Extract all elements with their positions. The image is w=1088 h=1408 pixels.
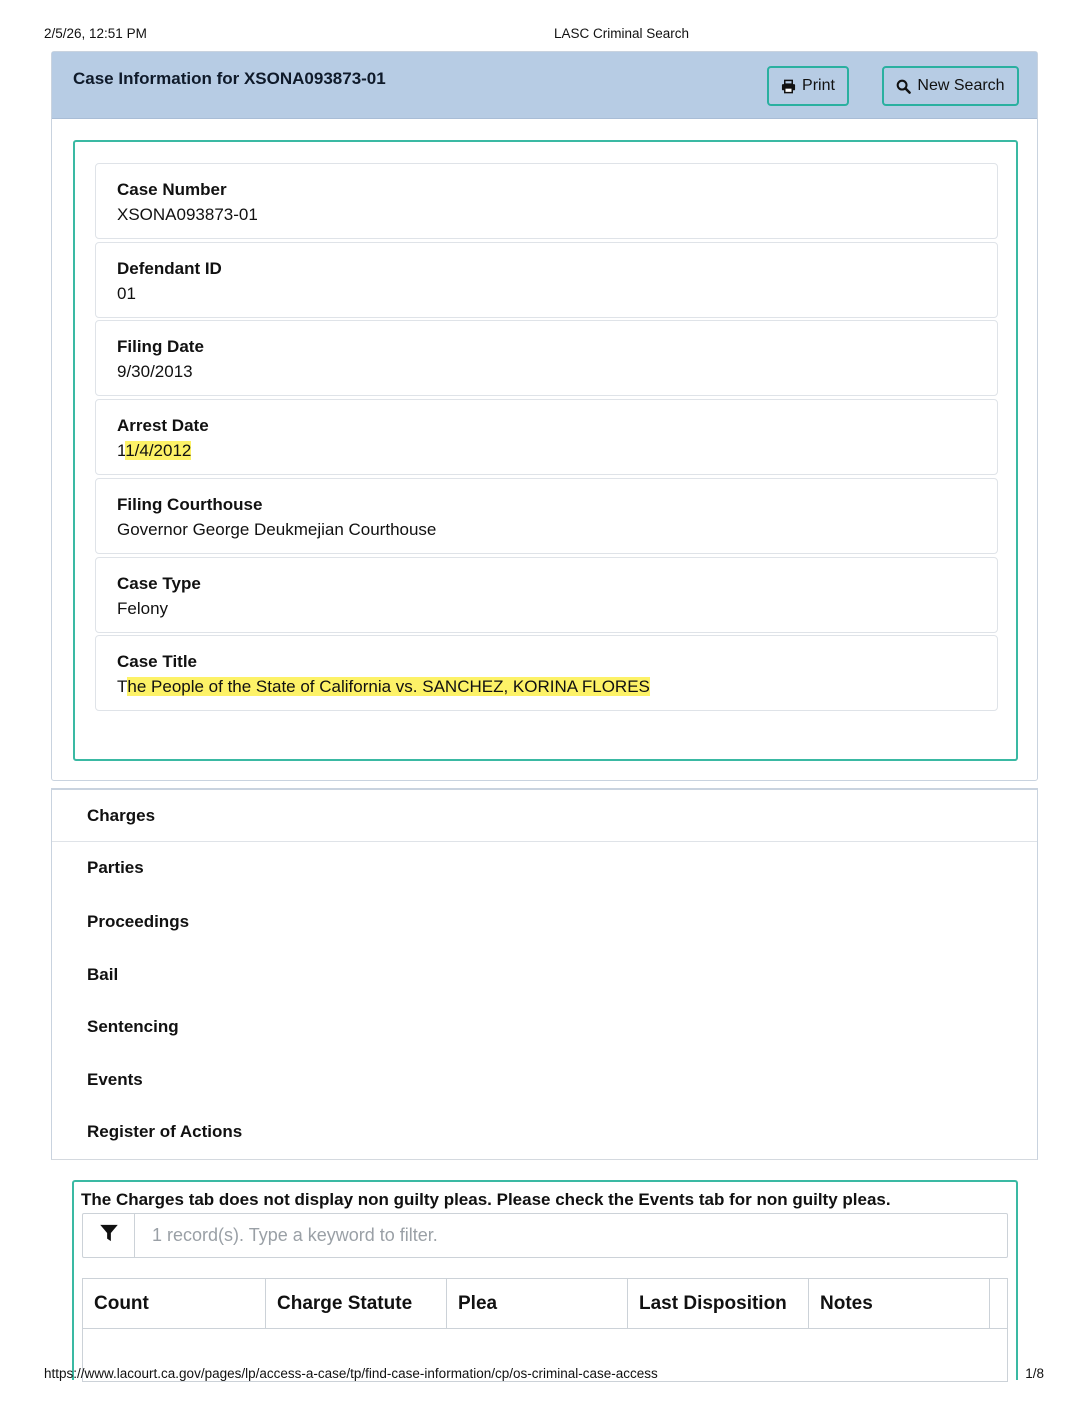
field-label: Filing Courthouse <box>117 495 263 514</box>
field-value: XSONA093873-01 <box>117 205 258 224</box>
highlighted-text: he People of the State of California vs. SANCHEZ, KORINA FLORES <box>127 677 650 696</box>
print-button[interactable] <box>767 66 849 106</box>
column-header-last-disposition[interactable]: Last Disposition <box>628 1279 809 1328</box>
field-value <box>117 441 191 461</box>
filter-bar <box>82 1213 1008 1258</box>
page-number: 1/8 <box>1025 1366 1044 1381</box>
filter-button[interactable] <box>83 1214 135 1257</box>
charges-note: The Charges tab does not display non guilty pleas. Please check the Events tab for non guilty pleas. <box>81 1190 891 1209</box>
field-value: Felony <box>117 599 169 618</box>
print-datetime: 2/5/26, 12:51 PM <box>44 26 147 41</box>
column-header-count[interactable]: Count <box>83 1279 266 1328</box>
new-search-button-label: New Search <box>917 77 1005 94</box>
tab-charges[interactable]: Charges <box>52 790 1037 842</box>
tab-bail[interactable]: Bail <box>87 965 119 984</box>
field-filing-courthouse <box>95 478 998 554</box>
print-page-title: LASC Criminal Search <box>554 26 690 41</box>
tab-sentencing[interactable]: Sentencing <box>87 1017 179 1036</box>
field-value-prefix: 1 <box>117 441 126 460</box>
field-label: Case Title <box>117 652 198 671</box>
field-label: Defendant ID <box>117 259 222 278</box>
tab-parties[interactable]: Parties <box>87 858 144 877</box>
column-header-charge-statute[interactable]: Charge Statute <box>266 1279 447 1328</box>
field-case-type <box>95 557 998 633</box>
tab-proceedings[interactable]: Proceedings <box>87 912 190 931</box>
field-value <box>117 677 650 697</box>
field-case-title <box>95 635 998 711</box>
search-icon <box>896 79 911 94</box>
field-label: Arrest Date <box>117 416 209 435</box>
field-filing-date <box>95 320 998 396</box>
field-value: Governor George Deukmejian Courthouse <box>117 520 437 539</box>
filter-icon <box>99 1223 119 1248</box>
card-title: Case Information for XSONA093873-01 <box>73 69 386 88</box>
highlighted-text: 1/4/2012 <box>125 441 192 460</box>
print-header <box>0 26 1088 44</box>
case-details-panel <box>73 140 1018 761</box>
field-label: Case Type <box>117 574 201 593</box>
table-header <box>83 1279 1007 1329</box>
charges-panel <box>72 1180 1018 1380</box>
field-case-number <box>95 163 998 239</box>
case-information-card <box>51 51 1038 781</box>
filter-input[interactable] <box>136 1214 1006 1257</box>
print-button-label: Print <box>802 77 835 94</box>
field-arrest-date <box>95 399 998 475</box>
tab-register-of-actions[interactable]: Register of Actions <box>87 1122 243 1141</box>
print-url: https://www.lacourt.ca.gov/pages/lp/access-a-case/tp/find-case-information/cp/os-criminal-case-access <box>44 1366 658 1381</box>
card-header <box>52 52 1037 119</box>
field-defendant-id <box>95 242 998 318</box>
column-header-notes[interactable]: Notes <box>809 1279 990 1328</box>
field-value: 01 <box>117 284 136 303</box>
field-label: Filing Date <box>117 337 204 356</box>
printer-icon <box>781 79 796 94</box>
tab-events[interactable]: Events <box>87 1070 143 1089</box>
case-tabs <box>51 788 1038 1160</box>
column-header-plea[interactable]: Plea <box>447 1279 628 1328</box>
print-footer <box>0 1366 1088 1384</box>
field-label: Case Number <box>117 180 227 199</box>
new-search-button[interactable] <box>882 66 1019 106</box>
field-value-prefix: T <box>117 677 128 696</box>
field-value: 9/30/2013 <box>117 362 193 381</box>
